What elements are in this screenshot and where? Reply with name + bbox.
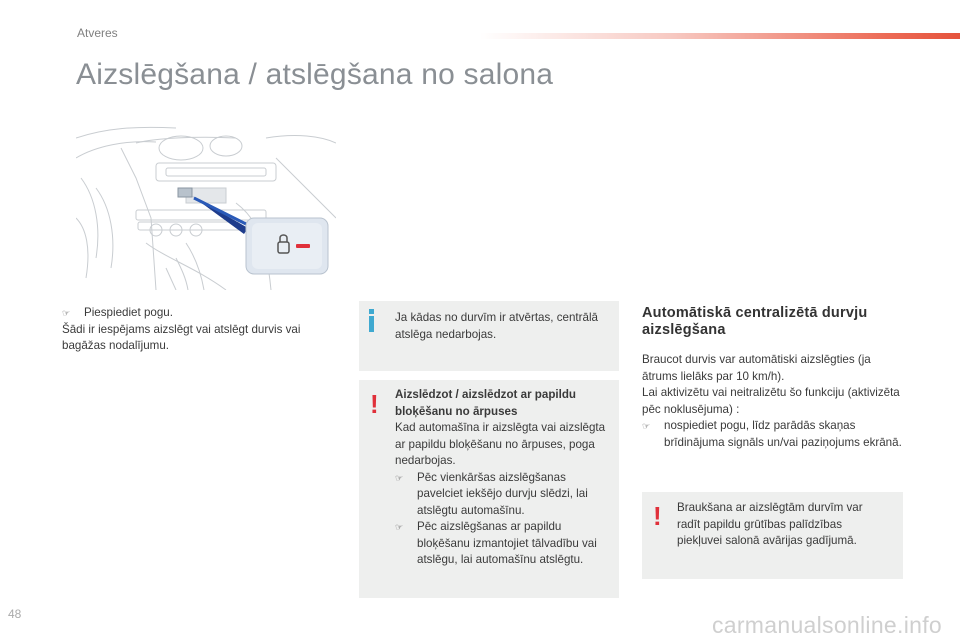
- body-text: Lai aktivizētu vai neitralizētu šo funkciju (aktivizēta pēc noklusējuma) :: [642, 386, 900, 416]
- right-column: [642, 305, 904, 451]
- page-title: Aizslēgšana / atslēgšana no salona: [76, 58, 554, 91]
- section-heading: Automātiskā centralizētā durvju aizslēgšana: [642, 305, 868, 338]
- info-box: [359, 301, 619, 371]
- dashboard-lock-button-illustration: [76, 118, 336, 290]
- body-text: Braucot durvis var automātiski aizslēgties (ja ātrums lielāks par 10 km/h).: [642, 353, 871, 383]
- warning-icon: !: [370, 389, 379, 419]
- header-accent-bar: [480, 33, 960, 39]
- pointer-icon: ☞: [395, 522, 404, 532]
- warning-text: Kad automašīna ir aizslēgta vai aizslēgta ar papildu bloķēšanu no ārpuses, poga nedarbojas.: [395, 421, 606, 467]
- warning-box: [359, 380, 619, 598]
- warning-heading: Aizslēdzot / aizslēdzot ar papildu bloķēšanu no ārpuses: [395, 388, 577, 418]
- page-number: 48: [8, 607, 22, 621]
- pointer-icon: ☞: [395, 472, 404, 483]
- list-item: ☞ nospiediet pogu, līdz parādās skaņas brīdinājuma signāls un/vai paziņojums ekrānā.: [642, 418, 904, 451]
- warning-box-2: [642, 492, 903, 579]
- section-label: Atveres: [77, 26, 118, 40]
- body-text: Šādi ir iespējams aizslēgt vai atslēgt durvis vai bagāžas nodalījumu.: [62, 322, 301, 352]
- watermark: carmanualsonline.info: [711, 612, 942, 638]
- pointer-icon: ☞: [62, 308, 71, 318]
- warning-text: Braukšana ar aizslēgtām durvīm var radīt papildu grūtības palīdzības piekļuvei salonā avārijas gadījumā.: [677, 501, 863, 547]
- list-item: ☞ Piespiediet pogu.: [62, 305, 344, 322]
- list-item: ☞ Pēc vienkāršas aizslēgšanas pavelciet iekšējo durvju slēdzi, lai atslēgtu automašīnu.: [395, 470, 613, 520]
- list-item: ☞ Pēc aizslēgšanas ar papildu bloķēšanu izmantojiet tālvadību vai atslēgu, lai automašīnu atslēgtu.: [395, 519, 613, 569]
- left-column: [62, 305, 344, 355]
- info-text: Ja kādas no durvīm ir atvērtas, centrālā atslēga nedarbojas.: [395, 311, 598, 341]
- info-icon: [369, 309, 375, 332]
- warning-icon: !: [653, 501, 662, 531]
- pointer-icon: ☞: [642, 421, 651, 431]
